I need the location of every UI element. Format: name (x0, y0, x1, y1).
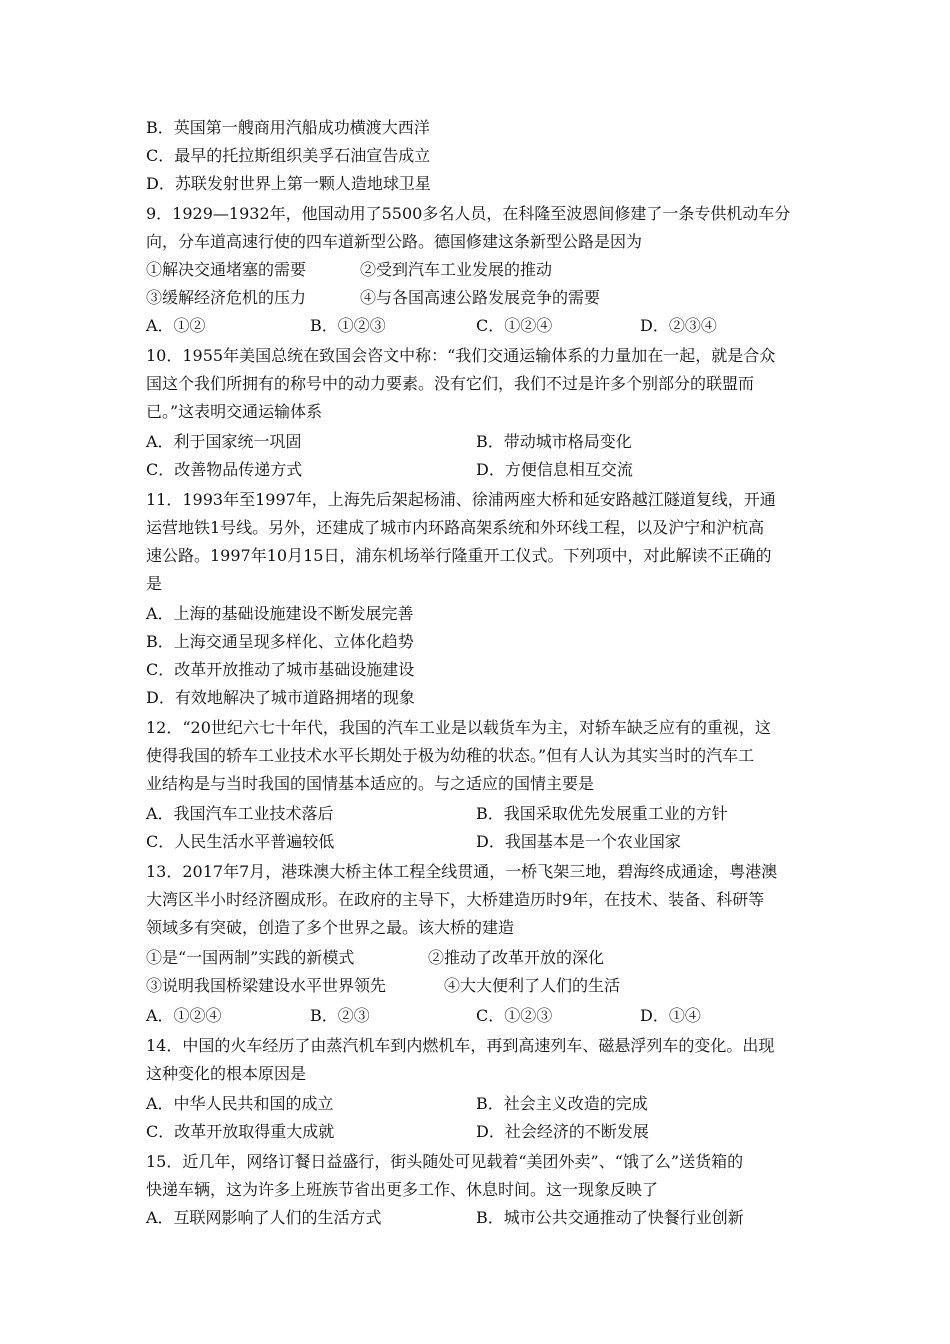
q11-option-d: D．有效地解决了城市道路拥堵的现象 (146, 688, 415, 707)
q9-statement-3: ③缓解经济危机的压力 (146, 288, 307, 307)
q12-option-b: B．我国采取优先发展重工业的方针 (476, 804, 728, 823)
q13-statement-1: ①是“一国两制”实践的新模式 (146, 948, 355, 967)
q9-statement-1: ①解决交通堵塞的需要 (146, 260, 307, 279)
q14-option-a: A．中华人民共和国的成立 (146, 1094, 334, 1113)
q13-option-c: C．①②③ (476, 1006, 553, 1025)
q13-option-a: A．①②④ (146, 1006, 222, 1025)
q12-stem-line1: 12．“20世纪六七十年代，我国的汽车工业是以载货车为主，对轿车缺乏应有的重视，这 (146, 718, 771, 737)
q8-option-b: B．英国第一艘商用汽船成功横渡大西洋 (146, 118, 430, 137)
q11-stem-line4: 是 (146, 574, 163, 593)
q12-stem-line3: 业结构是与当时我国的国情基本适应的。与之适应的国情主要是 (146, 774, 595, 793)
q13-statement-3: ③说明我国桥梁建设水平世界领先 (146, 976, 387, 995)
q10-option-d: D．方便信息相互交流 (476, 460, 633, 479)
q13-stem-line1: 13．2017年7月，港珠澳大桥主体工程全线贯通，一桥飞架三地，碧海终成通途，粤港澳 (146, 862, 778, 881)
q13-statement-2: ②推动了改革开放的深化 (428, 948, 605, 967)
q9-stem-line2: 向，分车道高速行使的四车道新型公路。德国修建这条新型公路是因为 (146, 232, 643, 251)
q11-option-a: A．上海的基础设施建设不断发展完善 (146, 604, 414, 623)
q10-stem-line2: 国这个我们所拥有的称号中的动力要素。没有它们，我们不过是许多个别部分的联盟而 (146, 374, 755, 393)
q13-stem-line2: 大湾区半小时经济圈成形。在政府的主导下，大桥建造历时9年，在技术、装备、科研等 (146, 890, 765, 909)
q15-option-b: B．城市公共交通推动了快餐行业创新 (476, 1208, 744, 1227)
q11-option-b: B．上海交通呈现多样化、立体化趋势 (146, 632, 414, 651)
q9-statement-4: ④与各国高速公路发展竞争的需要 (360, 288, 601, 307)
q8-option-c: C．最早的托拉斯组织美孚石油宣告成立 (146, 146, 431, 165)
q15-stem-line2: 快递车辆，这为许多上班族节省出更多工作、休息时间。这一现象反映了 (146, 1180, 659, 1199)
q9-option-b: B．①②③ (310, 316, 386, 335)
q12-option-d: D．我国基本是一个农业国家 (476, 832, 681, 851)
q12-option-a: A．我国汽车工业技术落后 (146, 804, 334, 823)
q10-stem-line1: 10．1955年美国总统在致国会咨文中称：“我们交通运输体系的力量加在一起，就是合众 (146, 346, 776, 365)
q11-option-c: C．改革开放推动了城市基础设施建设 (146, 660, 415, 679)
q9-statement-2: ②受到汽车工业发展的推动 (360, 260, 553, 279)
q14-stem-line2: 这种变化的根本原因是 (146, 1064, 307, 1083)
q15-stem-line1: 15．近几年，网络订餐日益盛行，街头随处可见载着“美团外卖”、“饿了么”送货箱的 (146, 1152, 744, 1171)
q12-option-c: C．人民生活水平普遍较低 (146, 832, 335, 851)
q9-stem-line1: 9．1929—1932年，他国动用了5500多名人员，在科隆至波恩间修建了一条专供机动车分 (146, 204, 791, 223)
q14-option-b: B．社会主义改造的完成 (476, 1094, 648, 1113)
q9-option-c: C．①②④ (476, 316, 553, 335)
q13-option-b: B．②③ (310, 1006, 370, 1025)
q9-option-d: D．②③④ (640, 316, 717, 335)
q13-stem-line3: 领域多有突破，创造了多个世界之最。该大桥的建造 (146, 918, 515, 937)
q11-stem-line1: 11．1993年至1997年，上海先后架起杨浦、徐浦两座大桥和延安路越江隧道复线，开通 (146, 490, 776, 509)
q15-option-a: A．互联网影响了人们的生活方式 (146, 1208, 382, 1227)
q8-option-d: D．苏联发射世界上第一颗人造地球卫星 (146, 174, 431, 193)
q14-stem-line1: 14．中国的火车经历了由蒸汽机车到内燃机车，再到高速列车、磁悬浮列车的变化。出现 (146, 1036, 775, 1055)
q10-stem-line3: 已。”这表明交通运输体系 (146, 402, 323, 421)
q11-stem-line2: 运营地铁1号线。另外，还建成了城市内环路高架系统和外环线工程，以及沪宁和沪杭高 (146, 518, 765, 537)
q9-option-a: A．①② (146, 316, 206, 335)
q14-option-c: C．改革开放取得重大成就 (146, 1122, 335, 1141)
q14-option-d: D．社会经济的不断发展 (476, 1122, 649, 1141)
q11-stem-line3: 速公路。1997年10月15日，浦东机场举行隆重开工仪式。下列项中，对此解读不正确的 (146, 546, 772, 565)
q13-option-d: D．①④ (640, 1006, 701, 1025)
q10-option-a: A．利于国家统一巩固 (146, 432, 302, 451)
q10-option-c: C．改善物品传递方式 (146, 460, 303, 479)
q12-stem-line2: 使得我国的轿车工业技术水平长期处于极为幼稚的状态。”但有人认为其实当时的汽车工 (146, 746, 755, 765)
q10-option-b: B．带动城市格局变化 (476, 432, 632, 451)
q13-statement-4: ④大大便利了人们的生活 (444, 976, 621, 995)
